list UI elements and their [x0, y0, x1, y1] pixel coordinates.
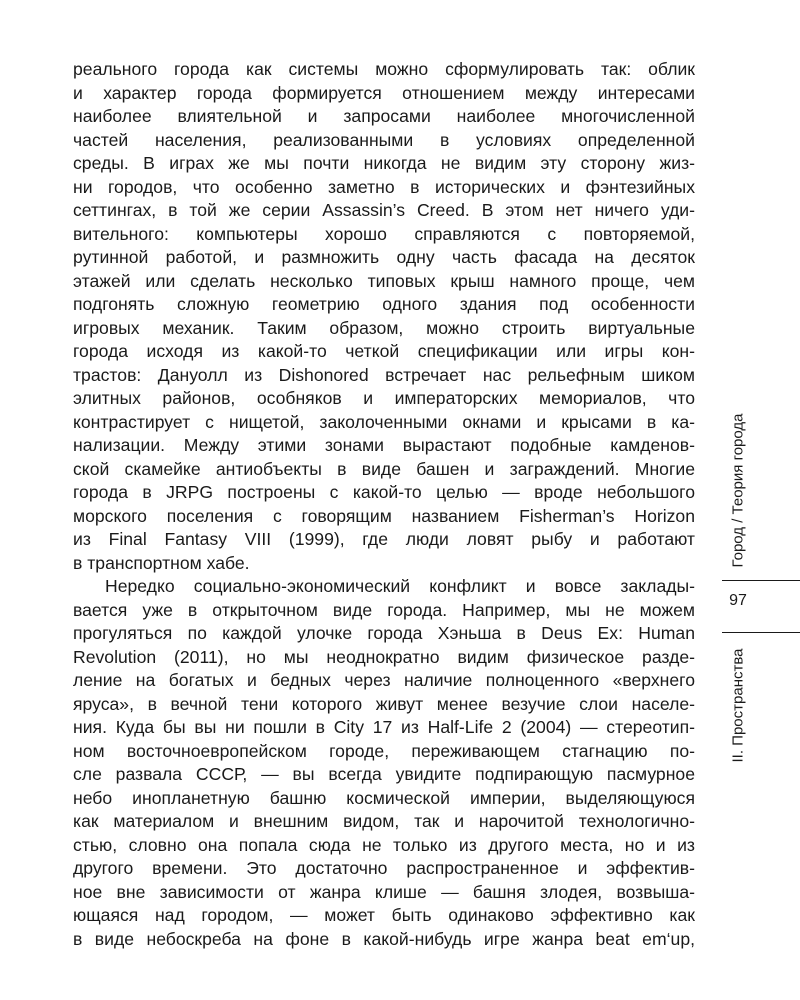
margin-column	[722, 0, 800, 1000]
text-line: другого времени. Это достаточно распространенное и эффектив-	[73, 858, 695, 878]
text-line: прогуляться по каждой улочке города Хэньша в Deus Ex: Human	[73, 623, 695, 643]
text-line: города в JRPG построены с какой-то целью — вроде небольшого	[73, 482, 695, 502]
body-text	[73, 58, 695, 951]
page-number: 97	[729, 592, 747, 609]
text-line: подгонять сложную геометрию одного здания под особенности	[73, 294, 695, 314]
text-line: города исходя из какой-то четкой спецификации или игры кон-	[73, 341, 695, 361]
text-line: этажей или сделать несколько типовых крыш намного проще, чем	[73, 270, 695, 291]
text-line: ни городов, что особенно заметно в исторических и фэнтезийных	[73, 176, 695, 197]
text-line: в транспортном хабе.	[73, 552, 250, 573]
text-line: среды. В играх же мы почти никогда не видим эту сторону жиз-	[73, 153, 695, 173]
text-line: из Final Fantasy VIII (1999), где люди ловят рыбу и работают	[73, 529, 695, 549]
part-title-text: II. Пространства	[729, 648, 747, 762]
text-line: ской скамейке антиобъекты в виде башен и заграждений. Многие	[73, 458, 695, 479]
text-line: нализации. Между этими зонами вырастают подобные камденов-	[73, 435, 695, 455]
text-line: вительного: компьютеры хорошо справляются с повторяемой,	[73, 223, 695, 244]
section-title-text: Город / Теория города	[729, 412, 747, 568]
text-line: и характер города формируется отношением между интересами	[73, 82, 695, 103]
text-line: морского поселения с говорящим названием Fisherman’s Horizon	[73, 505, 695, 526]
text-line: реального города как системы можно сформулировать так: облик	[73, 59, 695, 79]
text-line: стью, словно она попала сюда не только из другого места, но и из	[73, 834, 695, 855]
text-line: ющаяся над городом, — может быть одинаково эффективно как	[73, 905, 695, 925]
divider-bottom	[722, 632, 800, 633]
text-line: рутинной работой, и размножить одну часть фасада на десяток	[73, 247, 695, 267]
text-line: наиболее влиятельной и запросами наиболее многочисленной	[73, 106, 695, 126]
text-line: частей населения, реализованными в условиях определенной	[73, 129, 695, 150]
text-line: небо инопланетную башню космической империи, выделяющуюся	[73, 787, 695, 808]
text-line: ное вне зависимости от жанра клише — башня злодея, возвыша-	[73, 881, 695, 902]
text-line: яруса», в вечной тени которого живут менее везучие слои населе-	[73, 693, 695, 714]
text-line: игровых механик. Таким образом, можно строить виртуальные	[73, 317, 695, 338]
text-line: ния. Куда бы вы ни пошли в City 17 из Half-Life 2 (2004) — стереотип-	[73, 717, 695, 737]
text-line: трастов: Дануолл из Dishonored встречает нас рельефным шиком	[73, 364, 695, 385]
text-line: сеттингах, в той же серии Assassin’s Creed. В этом нет ничего уди-	[73, 200, 695, 220]
text-line: ление на богатых и бедных через наличие полноценного «верхнего	[73, 670, 695, 690]
text-line: в виде небоскреба на фоне в какой-нибудь игре жанра beat em‘up,	[73, 928, 695, 949]
text-line: вается уже в открыточном виде города. Например, мы не можем	[73, 599, 695, 620]
part-title	[722, 640, 754, 770]
text-line: контрастирует с нищетой, заколоченными окнами и крысами в ка-	[73, 411, 695, 432]
text-line: ном восточноевропейском городе, переживающем стагнацию по-	[73, 740, 695, 761]
text-line: как материалом и внешним видом, так и нарочитой технологично-	[73, 811, 695, 831]
text-line: Нередко социально-экономический конфликт и вовсе заклады-	[105, 576, 695, 596]
text-line: элитных районов, особняков и императорских мемориалов, что	[73, 388, 695, 408]
section-title	[722, 410, 754, 570]
divider-top	[722, 580, 800, 581]
text-line: Revolution (2011), но мы неоднократно видим физическое разде-	[73, 646, 695, 667]
text-line: сле развала СССР, — вы всегда увидите подпирающую пасмурное	[73, 764, 695, 784]
